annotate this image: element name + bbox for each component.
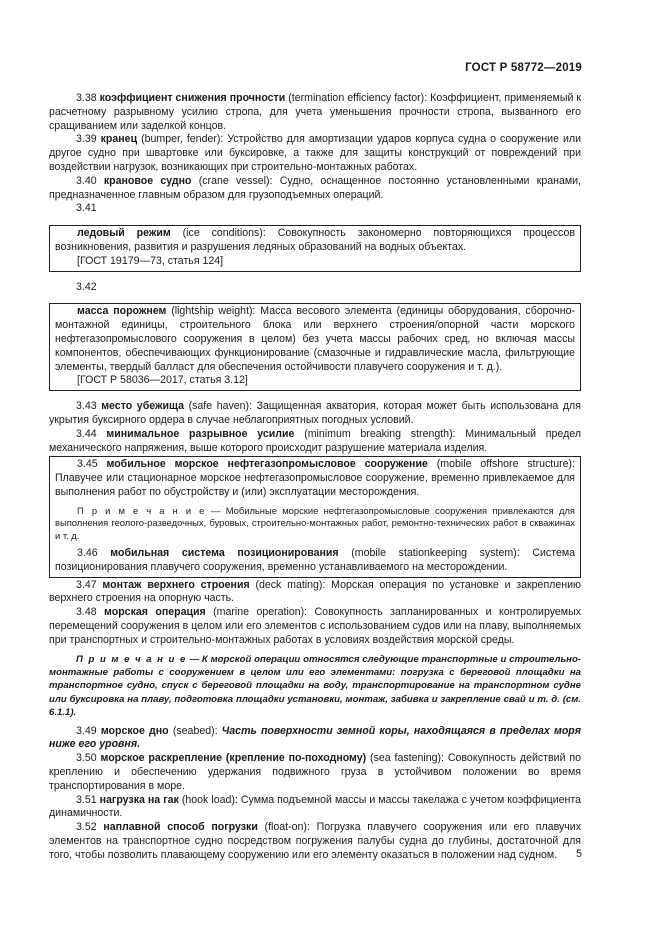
term-entry-3-46: 3.46 мобильная система позиционирования (mobile stationkeeping system): Система позиционирования плавучего сооружения, временно устанавливаемого на месторождении. xyxy=(55,546,576,573)
term-english: (mobile offshore structure): xyxy=(436,458,576,471)
term-box-3-42 xyxy=(49,303,581,391)
term-definition: Совокупность действий по креплению и обеспечению удержания подвижного груза в устойчивом положении во время транспортирования в море. xyxy=(49,752,581,792)
term-title: масса порожнем xyxy=(77,305,167,318)
term-title: минимальное разрывное усилие xyxy=(106,427,295,440)
note-text: — К морской операции относятся следующие транспортные и строительно-монтажные работы с сооружением в целом или его элементами: погрузка с береговой площадки на транспортное судно, спуск с береговой площадки на воду, транспортирование на транспортном судне или буксировка на плаву, подготовка площадки установки, монтаж, забивка и закрепление свай и т. д. (см. 6.1.1). xyxy=(49,653,582,719)
term-title: мобильное морское нефтегазопромысловое сооружение xyxy=(106,458,428,471)
term-number-3-41: 3.41 xyxy=(76,202,97,215)
term-entry-3-49: 3.49 морское дно (seabed): Часть поверхности земной коры, находящаяся в пределах моря ниже его уровня. xyxy=(49,724,582,751)
term-entry-3-50: 3.50 морское раскрепление (крепление по-походному) (sea fastening): Совокупность действий по креплению и обеспечению удержания подвижного груза в устойчивом положении во время транспортирования в море. xyxy=(49,752,581,792)
term-english: (ice conditions): xyxy=(182,227,266,240)
term-definition: Защищенная акватория, которая может быть использована для укрытия буксирного ордера в случае неблагоприятных погодных условий. xyxy=(49,400,581,426)
term-english: (seabed): xyxy=(172,724,218,737)
term-english: (deck mating): xyxy=(255,578,326,591)
term-title: мобильная система позиционирования xyxy=(110,546,339,559)
terms-content xyxy=(49,92,581,863)
term-box-3-45-3-46 xyxy=(49,456,581,577)
term-title: наплавной способ погрузки xyxy=(103,821,258,834)
term-english: (termination efficiency factor): xyxy=(288,92,428,104)
term-entry-3-39: 3.39 кранец (bumper, fender): Устройство для амортизации ударов корпуса судна о сооружение или другое судно при швартовке или буксировке, а также для защиты конструкций от повреждений при воздействии нагрузок, возникающих при строительно-монтажных работах. xyxy=(49,133,581,173)
term-definition: Часть поверхности земной коры, находящаяся в пределах моря ниже его уровня. xyxy=(49,724,582,751)
term-english: (float-on): xyxy=(264,821,310,834)
note-label: П р и м е ч а н и е xyxy=(77,504,206,516)
page-number: 5 xyxy=(576,848,582,860)
term-english: (bumper, fender): xyxy=(141,133,224,146)
term-note xyxy=(55,505,575,542)
term-definition: Совокупность закономерно повторяющихся процессов возникновения, развития и разрушения ледяных образований на водных объектах. xyxy=(55,227,575,253)
term-entry-3-51: 3.51 нагрузка на гак (hook load): Сумма подъемной массы и массы такелажа с учетом коэффициента динамичности. xyxy=(49,793,581,820)
term-definition: Морская операция по установке и закреплению верхнего строения на опорную часть. xyxy=(49,578,581,605)
term-english: (safe haven): xyxy=(188,400,253,413)
term-entry-3-41 xyxy=(55,227,575,255)
term-title: коэффициент снижения прочности xyxy=(99,92,286,104)
term-definition: Совокупность запланированных и контролируемых перемещений сооружения в целом или его элементов с использованием судов или на плаву, выполняемых при транспортных и строительно-монтажных работах в условиях воздействия морской среды. xyxy=(49,606,581,646)
document-standard-id: ГОСТ Р 58772—2019 xyxy=(465,62,582,74)
term-definition: Устройство для амортизации ударов корпуса судна о сооружение или другое судно при швартовке или буксировке, а также для защиты конструкций от повреждений при воздействии нагрузок, возникающих при строительно-монтажных работах. xyxy=(49,133,581,173)
term-english: (lightship weight): xyxy=(171,305,256,318)
term-entry-3-42 xyxy=(55,305,575,374)
term-entry-3-45: 3.45 мобильное морское нефтегазопромысловое сооружение (mobile offshore structure): Плавучее или стационарное морское нефтегазопромысловое сооружение, временно привлекаемое для выполнения работ по обустройству и (или) эксплуатации месторождения. xyxy=(55,458,576,498)
term-title: нагрузка на гак xyxy=(99,793,179,806)
term-entry-3-47: 3.47 монтаж верхнего строения (deck mating): Морская операция по установке и закреплению верхнего строения на опорную часть. xyxy=(49,578,581,605)
term-reference: [ГОСТ Р 58036—2017, статья 3.12] xyxy=(77,374,248,387)
term-title: крановое судно xyxy=(103,174,192,187)
term-definition: Судно, оснащенное постоянно установленными кранами, предназначенное главным образом для грузоподъемных операций. xyxy=(49,174,581,201)
term-reference: [ГОСТ 19179—73, статья 124] xyxy=(77,254,224,267)
term-english: (sea fastening): xyxy=(370,752,444,765)
term-english: (hook load): xyxy=(181,793,238,806)
term-note xyxy=(49,653,581,720)
term-definition: Минимальный предел механического напряжения, выше которого происходит разрушение материала изделия. xyxy=(49,427,581,454)
term-entry-3-38: 3.38 коэффициент снижения прочности (termination efficiency factor): Коэффициент, применяемый к расчетному разрывному усилию стропа, для учета уменьшения прочности стропа, вызванного его сращиванием или заделкой концов. xyxy=(49,92,581,132)
term-english: (crane vessel): xyxy=(198,174,273,187)
term-definition: Погрузка плавучего сооружения или его плавучих элементов на транспортное судно посредством погружения палубы судна до глубины, достаточной для того, чтобы позволить плавающему сооружению или его элементу оказаться в положении над судном. xyxy=(49,821,581,861)
term-entry-3-40: 3.40 крановое судно (crane vessel): Судно, оснащенное постоянно установленными кранами, предназначенное главным образом для грузоподъемных операций. xyxy=(49,174,581,201)
term-definition: Коэффициент, применяемый к расчетному разрывному усилию стропа, для учета уменьшения прочности стропа, вызванного его сращиванием или заделкой концов. xyxy=(49,92,581,132)
term-box-3-41 xyxy=(49,225,581,271)
term-entry-3-43: 3.43 место убежища (safe haven): Защищенная акватория, которая может быть использована для укрытия буксирного ордера в случае неблагоприятных погодных условий. xyxy=(49,400,581,426)
term-entry-3-48: 3.48 морская операция (marine operation): Совокупность запланированных и контролируемых перемещений сооружения в целом или его элементов с использованием судов или на плаву, выполняемых при транспортных и строительно-монтажных работах в условиях воздействия морской среды. xyxy=(49,606,581,646)
term-number-3-42: 3.42 xyxy=(76,280,97,293)
term-title: морское раскрепление (крепление по-походному) xyxy=(100,752,367,765)
term-definition: Плавучее или стационарное морское нефтегазопромысловое сооружение, временно привлекаемое для выполнения работ по обустройству и (или) эксплуатации месторождения. xyxy=(55,472,575,498)
term-english: (marine operation): xyxy=(213,606,308,619)
term-title: кранец xyxy=(100,133,138,146)
term-title: место убежища xyxy=(101,400,184,413)
term-title: монтаж верхнего строения xyxy=(102,578,250,591)
note-text: — Мобильные морские нефтегазопромысловые сооружения привлекаются для выполнения геолого-разведочных, буровых, строительно-монтажных работ, ремонтно-технических работ в скважинах и т. д. xyxy=(55,504,575,541)
term-entry-3-44: 3.44 минимальное разрывное усилие (minimum breaking strength): Минимальный предел механического напряжения, выше которого происходит разрушение материала изделия. xyxy=(49,427,581,454)
term-definition: Сумма подъемной массы и массы такелажа с учетом коэффициента динамичности. xyxy=(49,793,581,820)
term-title: ледовый режим xyxy=(77,227,171,240)
term-entry-3-52: 3.52 наплавной способ погрузки (float-on): Погрузка плавучего сооружения или его плавучих элементов на транспортное судно посредством погружения палубы судна до глубины, достаточной для того, чтобы позволить плавающему сооружению или его элементу оказаться в положении над судном. xyxy=(49,821,581,861)
term-definition: Масса весового элемента (единицы оборудования, сборочно-монтажной единицы, строительного блока или верхнего строения/опорной части морского нефтегазопромыслового сооружения в целом) без учета массы рабочих сред, но включая массы компонентов, обеспечивающих функционирование (смазочные и гидравлические масла, фильтрующие элементы, твердый балласт для обеспечения остойчивости плавучего сооружения и т. д.). xyxy=(55,305,575,373)
term-title: морская операция xyxy=(104,606,206,619)
term-english: (mobile stationkeeping system): xyxy=(351,546,520,559)
term-title: морское дно xyxy=(100,724,169,737)
note-label: П р и м е ч а н и е xyxy=(76,653,187,665)
term-english: (minimum breaking strength): xyxy=(304,427,456,440)
term-definition: Система позиционирования плавучего сооружения, временно устанавливаемого на месторождении. xyxy=(55,546,576,573)
